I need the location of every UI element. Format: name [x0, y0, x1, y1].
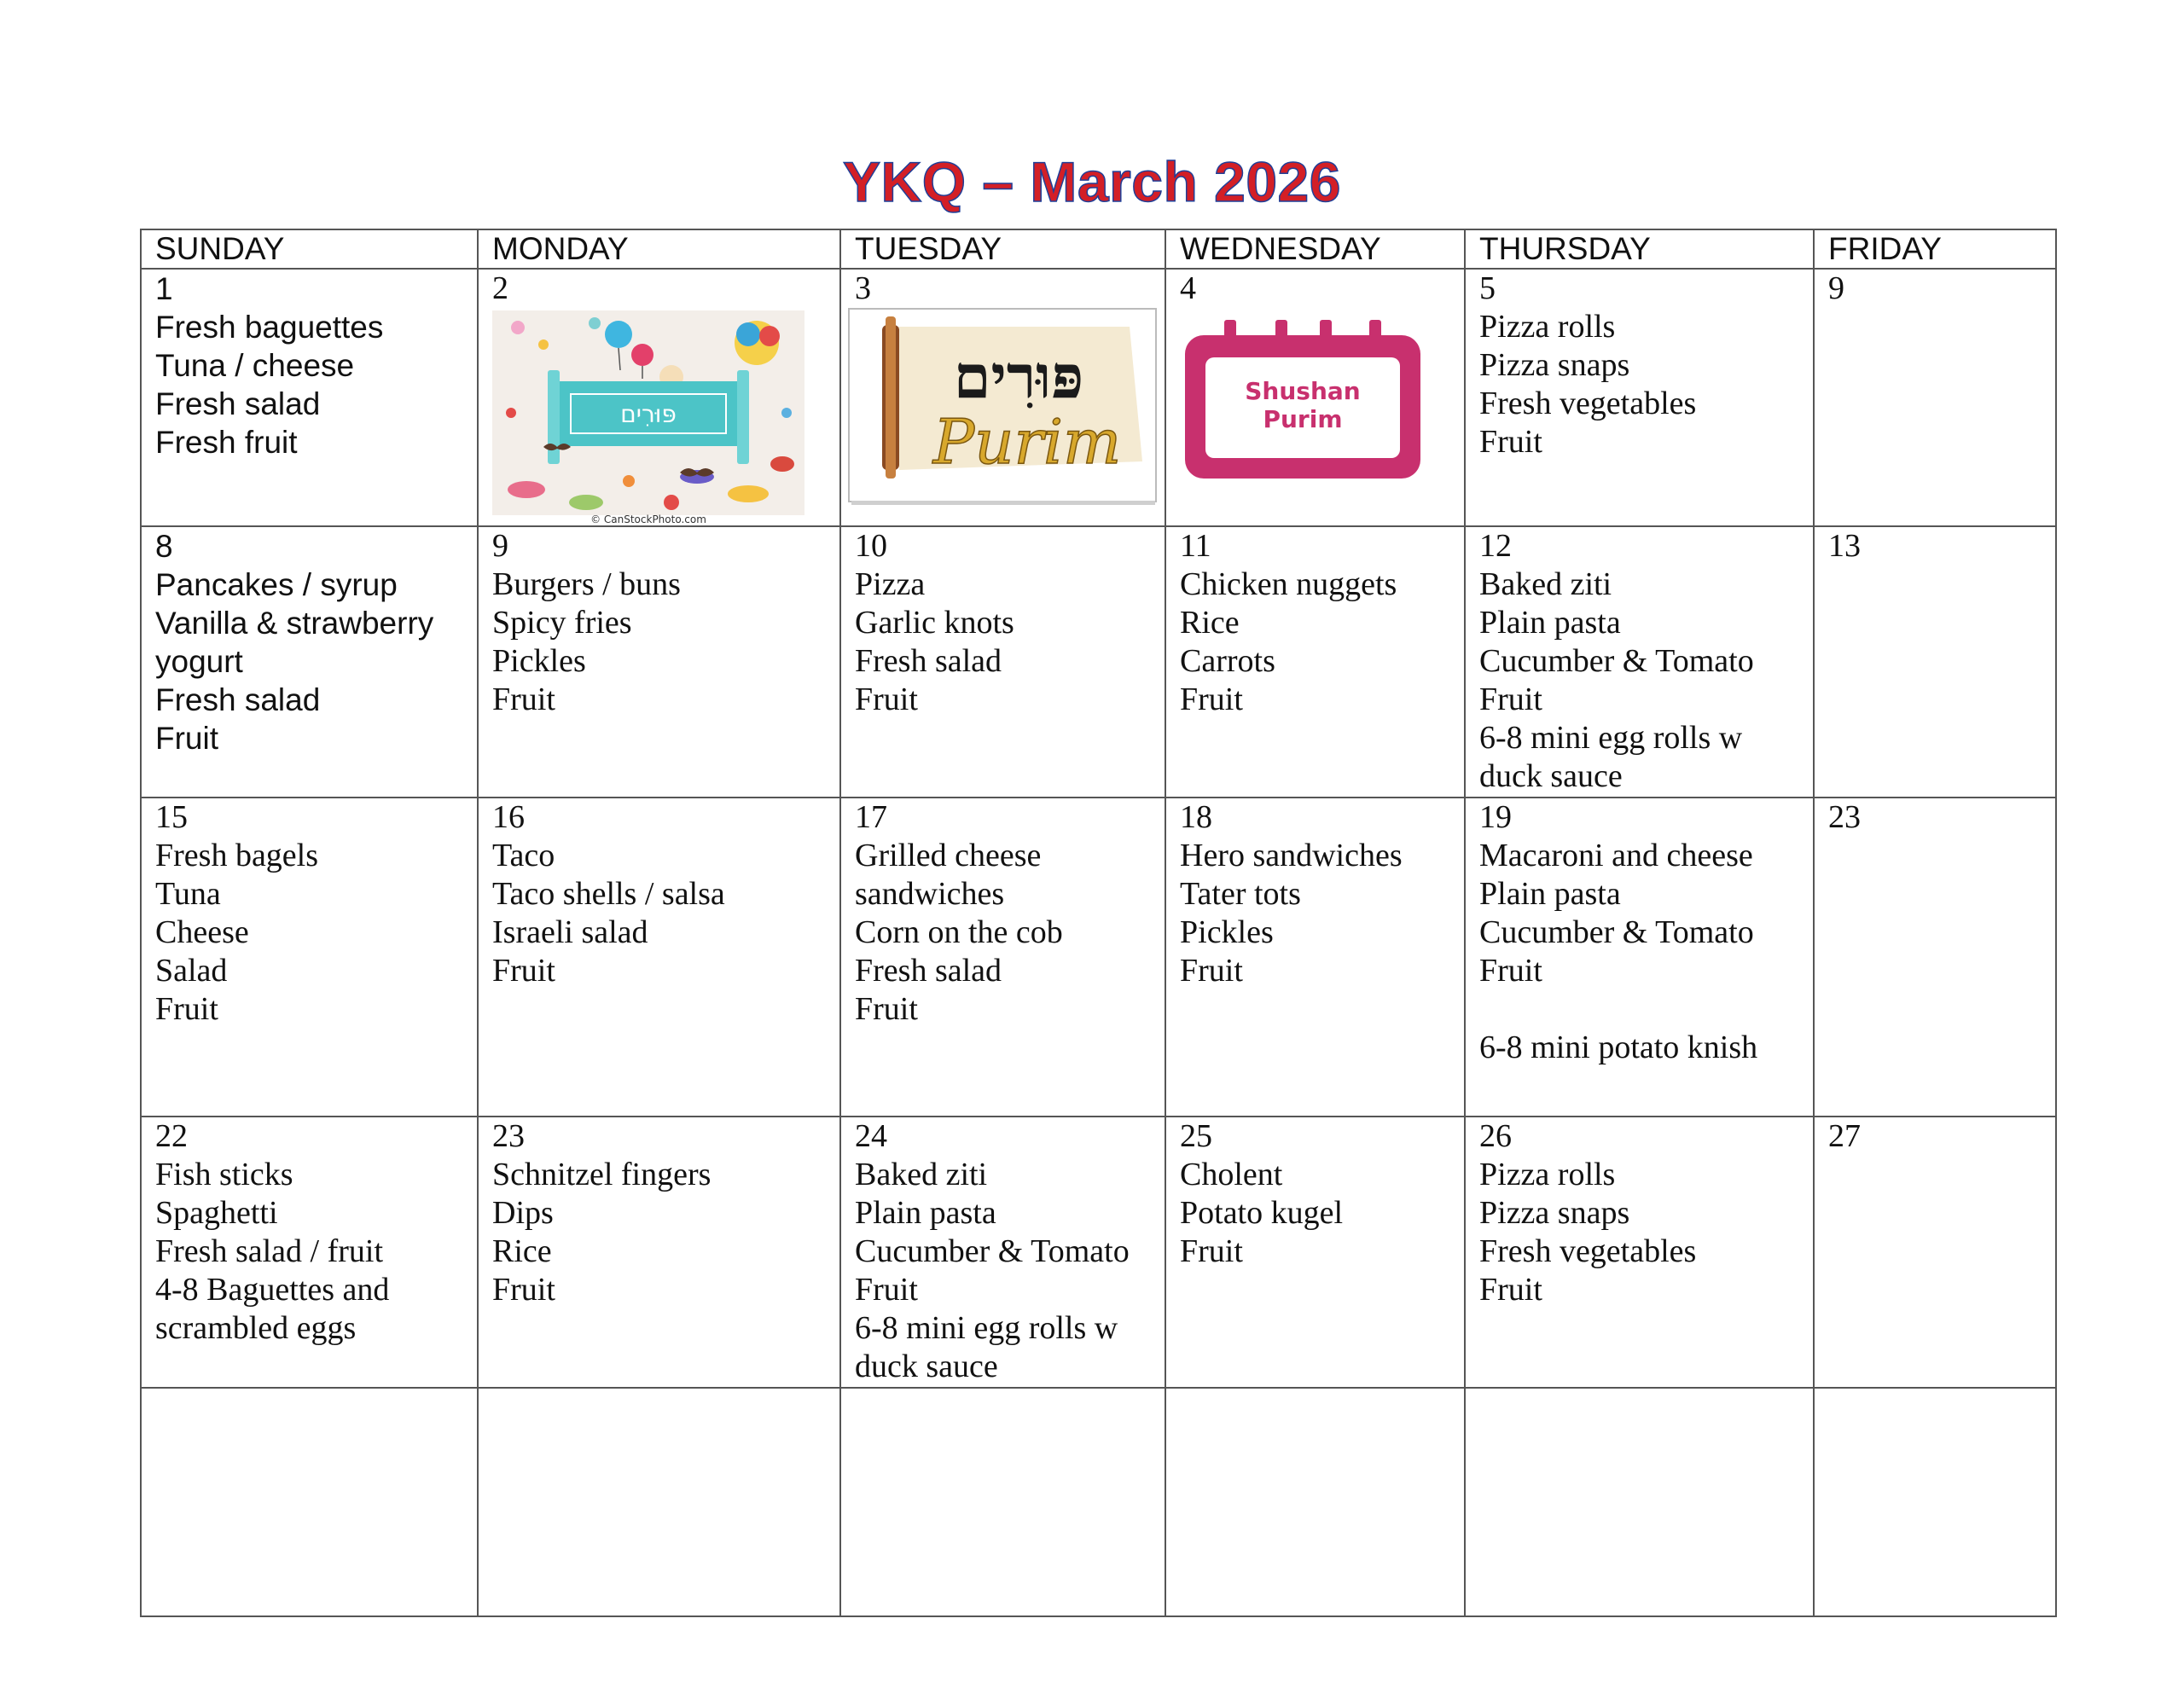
date-number: 17	[855, 799, 887, 835]
day-cell-9	[478, 526, 840, 798]
menu-item: Cheese	[155, 914, 249, 950]
weekday-header-row	[141, 229, 2056, 269]
date-number: 15	[155, 799, 188, 835]
menu-item: Pickles	[492, 643, 586, 679]
menu-item: Pizza	[855, 566, 926, 602]
week-row-4	[141, 1117, 2056, 1388]
menu-item: Fruit	[1479, 682, 1542, 717]
date-number: 25	[1180, 1118, 1212, 1154]
menu-item: Fresh baguettes	[155, 310, 384, 345]
date-number: 3	[855, 270, 871, 306]
header-tuesday: TUESDAY	[840, 229, 1165, 269]
menu-item: Pizza snaps	[1479, 347, 1630, 383]
menu-item: Fresh salad	[855, 953, 1002, 989]
menu-item: Fruit	[855, 682, 918, 717]
date-number: 10	[855, 528, 887, 564]
header-friday: FRIDAY	[1814, 229, 2056, 269]
menu-item: Fruit	[1479, 1272, 1542, 1308]
menu-item: Fresh salad / fruit	[155, 1233, 384, 1269]
date-number: 27	[1828, 1118, 1861, 1154]
menu-item: Fresh vegetables	[1479, 386, 1697, 421]
page-title: YKQ – March 2026	[843, 150, 1341, 213]
menu-item: Fruit	[1479, 953, 1542, 989]
day-cell-11	[1165, 526, 1465, 798]
purim-clipart-image	[492, 310, 804, 525]
menu-item: Fruit	[1479, 424, 1542, 460]
menu-item: duck sauce	[855, 1349, 998, 1384]
date-number: 19	[1479, 799, 1512, 835]
icon-text-line2: Purim	[1263, 405, 1343, 433]
day-cell-24	[840, 1117, 1165, 1388]
menu-item: Fresh salad	[155, 386, 321, 421]
menu-item: 6-8 mini egg rolls w	[1479, 720, 1743, 756]
menu-item: Rice	[492, 1233, 552, 1269]
menu-item: Spicy fries	[492, 605, 632, 641]
image-credit: © CanStockPhoto.com	[590, 513, 706, 525]
menu-item: 6-8 mini egg rolls w	[855, 1310, 1118, 1346]
menu-item: Fruit	[492, 1272, 555, 1308]
empty-day-cell	[1165, 1388, 1465, 1616]
empty-day-cell	[478, 1388, 840, 1616]
purim-scroll-illustration	[848, 308, 1157, 506]
day-cell-25	[1165, 1117, 1465, 1388]
date-number: 8	[155, 529, 173, 564]
menu-item: duck sauce	[1479, 758, 1623, 794]
day-cell-2	[478, 269, 840, 526]
day-cell-27	[1814, 1117, 2056, 1388]
menu-item: Pancakes / syrup	[155, 567, 398, 602]
menu-item: Pizza snaps	[1479, 1195, 1630, 1231]
menu-item: Cholent	[1180, 1157, 1283, 1192]
date-number: 13	[1828, 528, 1861, 564]
date-number: 24	[855, 1118, 887, 1154]
date-number: 23	[492, 1118, 525, 1154]
menu-item: Rice	[1180, 605, 1240, 641]
menu-item: Israeli salad	[492, 914, 648, 950]
menu-item: Tuna	[155, 876, 221, 912]
menu-item: Chicken nuggets	[1180, 566, 1397, 602]
menu-item: Fruit	[492, 953, 555, 989]
menu-item: Plain pasta	[1479, 605, 1621, 641]
icon-text-line1: Shushan	[1245, 377, 1361, 405]
menu-calendar	[140, 229, 2057, 1617]
menu-item: sandwiches	[855, 876, 1005, 912]
menu-item: Fish sticks	[155, 1157, 293, 1192]
date-number: 9	[1828, 270, 1844, 306]
day-cell-4	[1165, 269, 1465, 526]
menu-item: Plain pasta	[1479, 876, 1621, 912]
scroll-hebrew-text: פּוּרִים	[953, 341, 1084, 412]
menu-item: 4-8 Baguettes and	[155, 1272, 390, 1308]
day-cell-18	[1165, 798, 1465, 1117]
menu-item: Cucumber & Tomato	[1479, 643, 1754, 679]
menu-item: Fruit	[155, 721, 218, 756]
day-cell-8	[141, 526, 478, 798]
date-number: 9	[492, 528, 508, 564]
menu-item: Corn on the cob	[855, 914, 1063, 950]
date-number: 11	[1180, 528, 1211, 564]
day-cell-26	[1465, 1117, 1814, 1388]
date-number: 23	[1828, 799, 1861, 835]
empty-day-cell	[1814, 1388, 2056, 1616]
day-cell-19	[1465, 798, 1814, 1117]
menu-item: Taco	[492, 838, 555, 873]
menu-item: Cucumber & Tomato	[855, 1233, 1130, 1269]
menu-item: Burgers / buns	[492, 566, 681, 602]
date-number: 4	[1180, 270, 1196, 306]
day-cell-23	[478, 1117, 840, 1388]
date-number: 16	[492, 799, 525, 835]
menu-item: Tuna / cheese	[155, 348, 355, 383]
day-cell-3	[840, 269, 1165, 526]
menu-item: yogurt	[155, 644, 243, 679]
menu-item: Pizza rolls	[1479, 309, 1616, 345]
date-number: 26	[1479, 1118, 1512, 1154]
menu-item: Pizza rolls	[1479, 1157, 1616, 1192]
day-cell-22	[141, 1117, 478, 1388]
menu-item: Fresh salad	[855, 643, 1002, 679]
day-cell-1	[141, 269, 478, 526]
menu-item: Schnitzel fingers	[492, 1157, 712, 1192]
menu-item-blank	[1479, 990, 1813, 1029]
menu-item: Garlic knots	[855, 605, 1014, 641]
header-sunday: SUNDAY	[141, 229, 478, 269]
header-monday: MONDAY	[478, 229, 840, 269]
day-cell-15	[141, 798, 478, 1117]
purim-banner-illustration	[492, 310, 804, 525]
menu-item: Salad	[155, 953, 228, 989]
date-number: 5	[1479, 270, 1496, 306]
menu-item: Baked ziti	[1479, 566, 1612, 602]
date-number: 22	[155, 1118, 188, 1154]
week-row-1	[141, 269, 2056, 526]
menu-item: Macaroni and cheese	[1479, 838, 1753, 873]
menu-item: Taco shells / salsa	[492, 876, 725, 912]
day-cell-17	[840, 798, 1165, 1117]
date-number: 2	[492, 270, 508, 306]
menu-item: Fruit	[1180, 1233, 1243, 1269]
menu-item: Potato kugel	[1180, 1195, 1344, 1231]
week-row-2	[141, 526, 2056, 798]
menu-item: Fruit	[492, 682, 555, 717]
menu-item: Hero sandwiches	[1180, 838, 1403, 873]
menu-item: Fruit	[855, 1272, 918, 1308]
banner-hebrew-text: פּוּרִים	[620, 400, 677, 428]
empty-day-cell	[141, 1388, 478, 1616]
menu-item: Fresh vegetables	[1479, 1233, 1697, 1269]
calendar-icon	[1180, 318, 1427, 489]
menu-item: Vanilla & strawberry	[155, 606, 434, 641]
menu-item: Dips	[492, 1195, 554, 1231]
week-row-3	[141, 798, 2056, 1117]
menu-item: Baked ziti	[855, 1157, 988, 1192]
menu-item: Carrots	[1180, 643, 1275, 679]
menu-item: Plain pasta	[855, 1195, 996, 1231]
menu-item: scrambled eggs	[155, 1310, 357, 1346]
week-row-5	[141, 1388, 2056, 1616]
day-cell-friday-3	[1814, 798, 2056, 1117]
menu-item: Fresh fruit	[155, 425, 298, 460]
menu-item: Fruit	[855, 991, 918, 1027]
header-thursday: THURSDAY	[1465, 229, 1814, 269]
menu-item: Grilled cheese	[855, 838, 1042, 873]
scroll-english-text: Purim	[932, 406, 1122, 478]
date-number: 12	[1479, 528, 1512, 564]
menu-item: Cucumber & Tomato	[1479, 914, 1754, 950]
empty-day-cell	[840, 1388, 1165, 1616]
menu-item: Fruit	[155, 991, 218, 1027]
day-cell-friday-1	[1814, 269, 2056, 526]
purim-scroll-image	[848, 308, 1157, 506]
menu-item: Pickles	[1180, 914, 1274, 950]
empty-day-cell	[1465, 1388, 1814, 1616]
date-number: 1	[155, 271, 173, 306]
menu-item: Fresh salad	[155, 682, 321, 717]
day-cell-16	[478, 798, 840, 1117]
day-cell-5	[1465, 269, 1814, 526]
menu-item: Spaghetti	[155, 1195, 278, 1231]
menu-item: Fruit	[1180, 682, 1243, 717]
day-cell-13	[1814, 526, 2056, 798]
shushan-purim-calendar-icon	[1180, 318, 1427, 489]
day-cell-10	[840, 526, 1165, 798]
header-wednesday: WEDNESDAY	[1165, 229, 1465, 269]
menu-item: Fresh bagels	[155, 838, 319, 873]
menu-item: Tater tots	[1180, 876, 1301, 912]
date-number: 18	[1180, 799, 1212, 835]
menu-item: Fruit	[1180, 953, 1243, 989]
menu-item: 6-8 mini potato knish	[1479, 1030, 1758, 1065]
day-cell-12	[1465, 526, 1814, 798]
